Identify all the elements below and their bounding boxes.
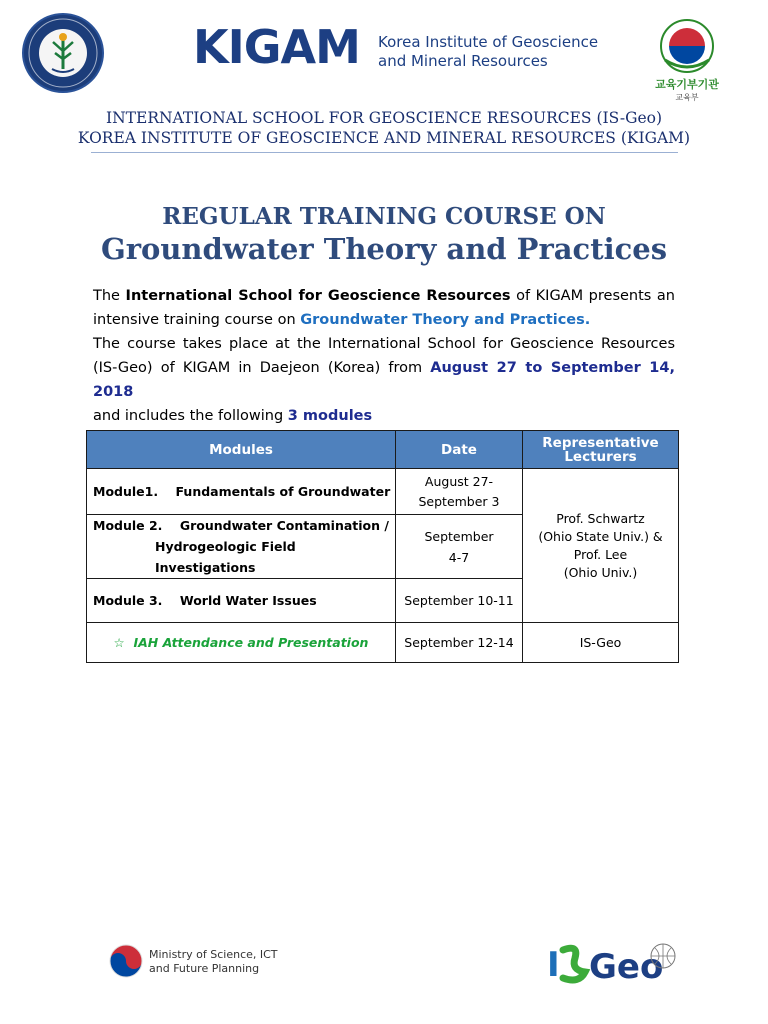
- date-line: September: [424, 528, 494, 544]
- date-cell: September 12-14: [396, 623, 523, 663]
- seal-sublabel: 교육부: [675, 93, 699, 102]
- intro-text: of KIGAM presents an intensive training course on: [93, 288, 675, 328]
- svg-text:Geo: Geo: [589, 947, 664, 987]
- logo-line-1: Korea Institute of Geoscience: [378, 33, 599, 51]
- kigam-logo-wordmark: KIGAM: [193, 20, 360, 74]
- module-count-highlight: 3 modules: [287, 408, 373, 424]
- ministry-line-1: Ministry of Science, ICT: [149, 948, 278, 961]
- course-title: Groundwater Theory and Practices: [100, 232, 668, 266]
- star-outline-icon: ☆: [113, 635, 125, 650]
- table-row: [87, 623, 679, 663]
- intro-paragraph: [93, 284, 675, 452]
- ministry-name: [149, 948, 278, 976]
- table-header-row: [87, 431, 679, 469]
- iah-cell: [87, 623, 396, 663]
- table-row: [87, 469, 679, 515]
- header-divider: [91, 152, 678, 153]
- module-number: Module1.: [93, 484, 159, 499]
- module-title: World Water Issues: [179, 593, 317, 608]
- intro-text: The: [93, 288, 126, 304]
- date-cell: September 10-11: [396, 579, 523, 623]
- date-line: 4-7: [448, 549, 470, 565]
- school-title-line-2: KOREA INSTITUTE OF GEOSCIENCE AND MINERAL RESOURCES (KIGAM): [77, 129, 691, 147]
- course-name-highlight: Groundwater Theory and Practices.: [300, 312, 591, 328]
- module-title: Fundamentals of Groundwater: [175, 484, 391, 499]
- lecturer-line: Prof. Lee: [573, 546, 628, 562]
- date-range-highlight: August 27 to September 14, 2018: [93, 360, 675, 400]
- header-lecturers: Representative Lecturers: [523, 431, 679, 469]
- module-cell: [87, 579, 396, 623]
- school-name: International School for Geoscience Resources: [125, 288, 511, 304]
- human-resources-developer-seal-icon: [22, 13, 104, 93]
- date-cell: [396, 515, 523, 579]
- date-line: August 27-: [424, 473, 494, 489]
- date-line: September 3: [418, 493, 500, 509]
- module-number: Module 2.: [93, 518, 163, 533]
- lecturer-line: (Ohio State Univ.) &: [538, 528, 663, 544]
- lecturer-line: (Ohio Univ.): [563, 564, 638, 580]
- module-cell: [87, 515, 396, 579]
- iah-title: IAH Attendance and Presentation: [133, 635, 369, 650]
- module-title: Groundwater Contamination /: [179, 518, 389, 533]
- modules-table: [86, 430, 679, 663]
- intro-text: The course takes place at the International School for Geoscience Resources (IS-Geo) of KIGAM in Daejeon (Korea) from: [93, 336, 675, 376]
- header-date: Date: [396, 431, 523, 469]
- date-cell: [396, 469, 523, 515]
- course-heading: REGULAR TRAINING COURSE ON: [162, 203, 606, 230]
- svg-text:I: I: [547, 945, 560, 985]
- korea-taegeuk-emblem-icon: [108, 943, 144, 979]
- kigam-logo-subtitle: [378, 33, 598, 71]
- logo-line-2: and Mineral Resources: [378, 52, 548, 70]
- ministry-line-2: and Future Planning: [149, 962, 260, 975]
- intro-text: and includes the following: [93, 408, 288, 424]
- module-title: Hydrogeologic Field Investigations: [155, 539, 296, 575]
- school-title-line-1: INTERNATIONAL SCHOOL FOR GEOSCIENCE RESOURCES (IS-Geo): [105, 109, 663, 127]
- lecturer-cell: IS-Geo: [523, 623, 679, 663]
- isgeo-logo: [545, 938, 681, 988]
- module-cell: [87, 469, 396, 515]
- lecturers-cell: [523, 469, 679, 623]
- header-modules: Modules: [87, 431, 396, 469]
- seal-label: 교육기부기관: [655, 78, 719, 91]
- lecturer-line: Prof. Schwartz: [556, 510, 645, 526]
- module-number: Module 3.: [93, 593, 163, 608]
